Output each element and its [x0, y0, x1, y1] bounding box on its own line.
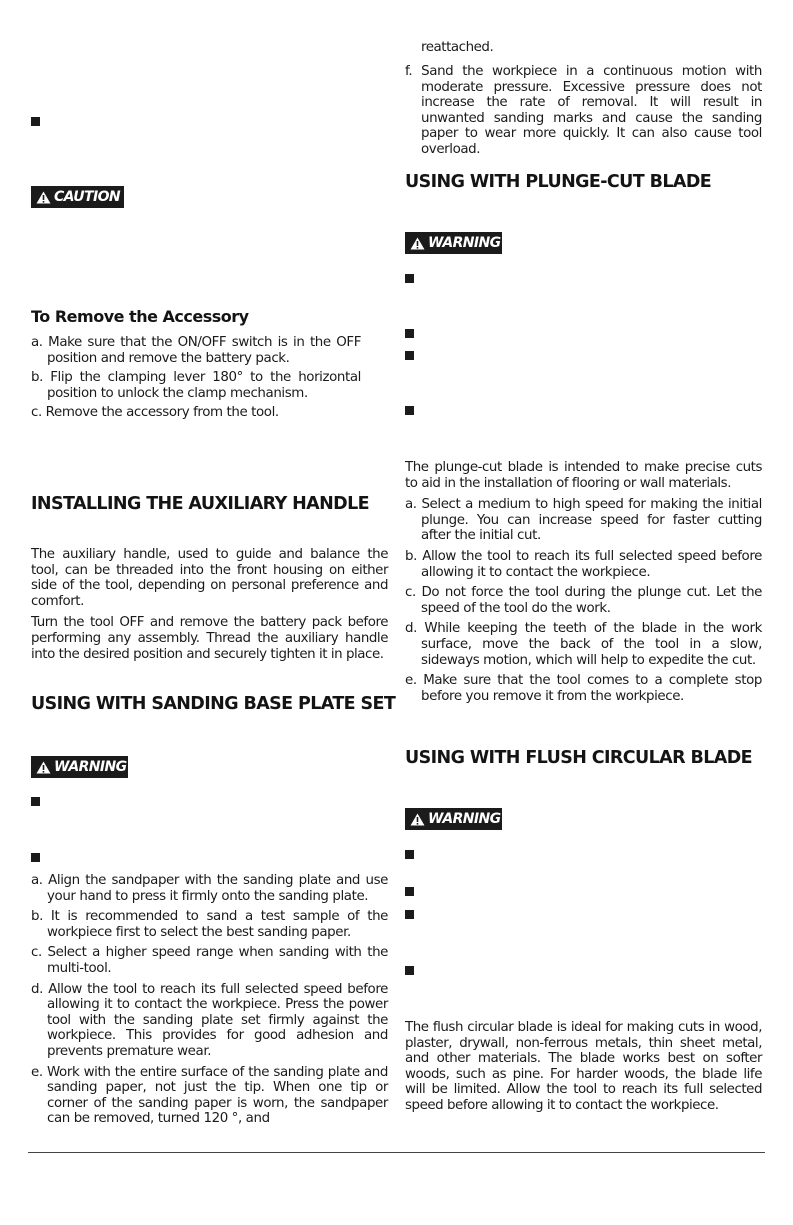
list-item: e. Make sure that the tool comes to a complete stop before you remove it from the workpiece.: [405, 673, 762, 704]
flush-circular-heading: USING WITH FLUSH CIRCULAR BLADE: [405, 748, 753, 768]
square-bullet-icon: [405, 966, 414, 975]
warning-badge: [405, 232, 502, 254]
aux-handle-section: [31, 547, 388, 662]
sanding-step-f: [405, 64, 762, 158]
list-item: c. Do not force the tool during the plunge cut. Let the speed of the tool do the work.: [405, 585, 762, 616]
sanding-steps-list: [31, 873, 388, 1127]
warning-triangle-icon: [410, 237, 425, 250]
warning-triangle-icon: [410, 813, 425, 826]
list-item: a. Align the sandpaper with the sanding plate and use your hand to press it firmly onto the sanding plate.: [31, 873, 388, 904]
square-bullet-icon: [405, 406, 414, 415]
flush-circular-paragraph: The flush circular blade is ideal for making cuts in wood, plaster, drywall, non-ferrous metals, thin sheet metal, and other materials. The blade works best on softer woods, such as pine. For harder woods, the blade life will be limited. Allow the tool to reach its full selected speed before allowing it to contact the workpiece.: [405, 1020, 762, 1113]
caution-label: CAUTION: [54, 189, 121, 205]
list-item: b. Flip the clamping lever 180° to the horizontal position to unlock the clamp mechanism.: [31, 370, 361, 401]
square-bullet-icon: [31, 853, 40, 862]
continued-text: reattached.: [421, 40, 494, 55]
remove-steps-list: [31, 335, 361, 421]
warning-label: WARNING: [54, 759, 127, 775]
plunge-cut-section: [405, 460, 762, 704]
caution-badge: [31, 186, 124, 208]
sanding-heading: USING WITH SANDING BASE PLATE SET: [31, 694, 396, 714]
square-bullet-icon: [31, 117, 40, 126]
warning-label: WARNING: [428, 235, 501, 251]
list-item: e. Work with the entire surface of the sanding plate and sanding paper, not just the tip. When one tip or corner of the sanding paper is worn, the sandpaper can be removed, turned 120 °, and: [31, 1064, 388, 1127]
list-item: d. While keeping the teeth of the blade in the work surface, move the back of the tool in a slow, sideways motion, which will help to expedite the cut.: [405, 621, 762, 668]
list-item: d. Allow the tool to reach its full selected speed before allowing it to contact the workpiece. Press the power tool with the sanding plate set firmly against the workpiece. This provides for good adhesion and prevents premature wear.: [31, 981, 388, 1059]
aux-handle-heading: INSTALLING THE AUXILIARY HANDLE: [31, 494, 370, 514]
list-item: a. Make sure that the ON/OFF switch is in the OFF position and remove the battery pack.: [31, 335, 361, 366]
warning-triangle-icon: [36, 191, 51, 204]
plunge-cut-heading: USING WITH PLUNGE-CUT BLADE: [405, 172, 712, 192]
remove-accessory-heading: To Remove the Accessory: [31, 307, 249, 326]
square-bullet-icon: [405, 910, 414, 919]
square-bullet-icon: [31, 797, 40, 806]
warning-label: WARNING: [428, 811, 501, 827]
warning-triangle-icon: [36, 761, 51, 774]
square-bullet-icon: [405, 351, 414, 360]
list-item: b. It is recommended to sand a test sample of the workpiece first to select the best sanding paper.: [31, 909, 388, 940]
list-item: c. Select a higher speed range when sanding with the multi-tool.: [31, 945, 388, 976]
warning-badge: [405, 808, 502, 830]
footer-divider: [28, 1152, 765, 1153]
list-item: b. Allow the tool to reach its full selected speed before allowing it to contact the workpiece.: [405, 548, 762, 580]
list-item: c. Remove the accessory from the tool.: [31, 405, 279, 421]
plunge-cut-intro: The plunge-cut blade is intended to make precise cuts to aid in the installation of flooring or wall materials.: [405, 460, 762, 491]
flush-circular-section: [405, 1020, 762, 1114]
list-item: a. Select a medium to high speed for making the initial plunge. You can increase speed for faster cutting after the initial cut.: [405, 497, 762, 544]
list-item: f. Sand the workpiece in a continuous motion with moderate pressure. Excessive pressure does not increase the rate of removal. It will result in unwanted sanding marks and cause the sanding paper to wear more quickly. It can also cause tool overload.: [405, 64, 762, 157]
aux-handle-paragraph: The auxiliary handle, used to guide and balance the tool, can be threaded into the front housing on either side of the tool, depending on personal preference and comfort.: [31, 547, 388, 609]
square-bullet-icon: [405, 887, 414, 896]
square-bullet-icon: [405, 274, 414, 283]
square-bullet-icon: [405, 850, 414, 859]
warning-badge: [31, 756, 128, 778]
square-bullet-icon: [405, 329, 414, 338]
aux-handle-paragraph: Turn the tool OFF and remove the battery pack before performing any assembly. Thread the auxiliary handle into the desired position and securely tighten it in place.: [31, 615, 388, 662]
